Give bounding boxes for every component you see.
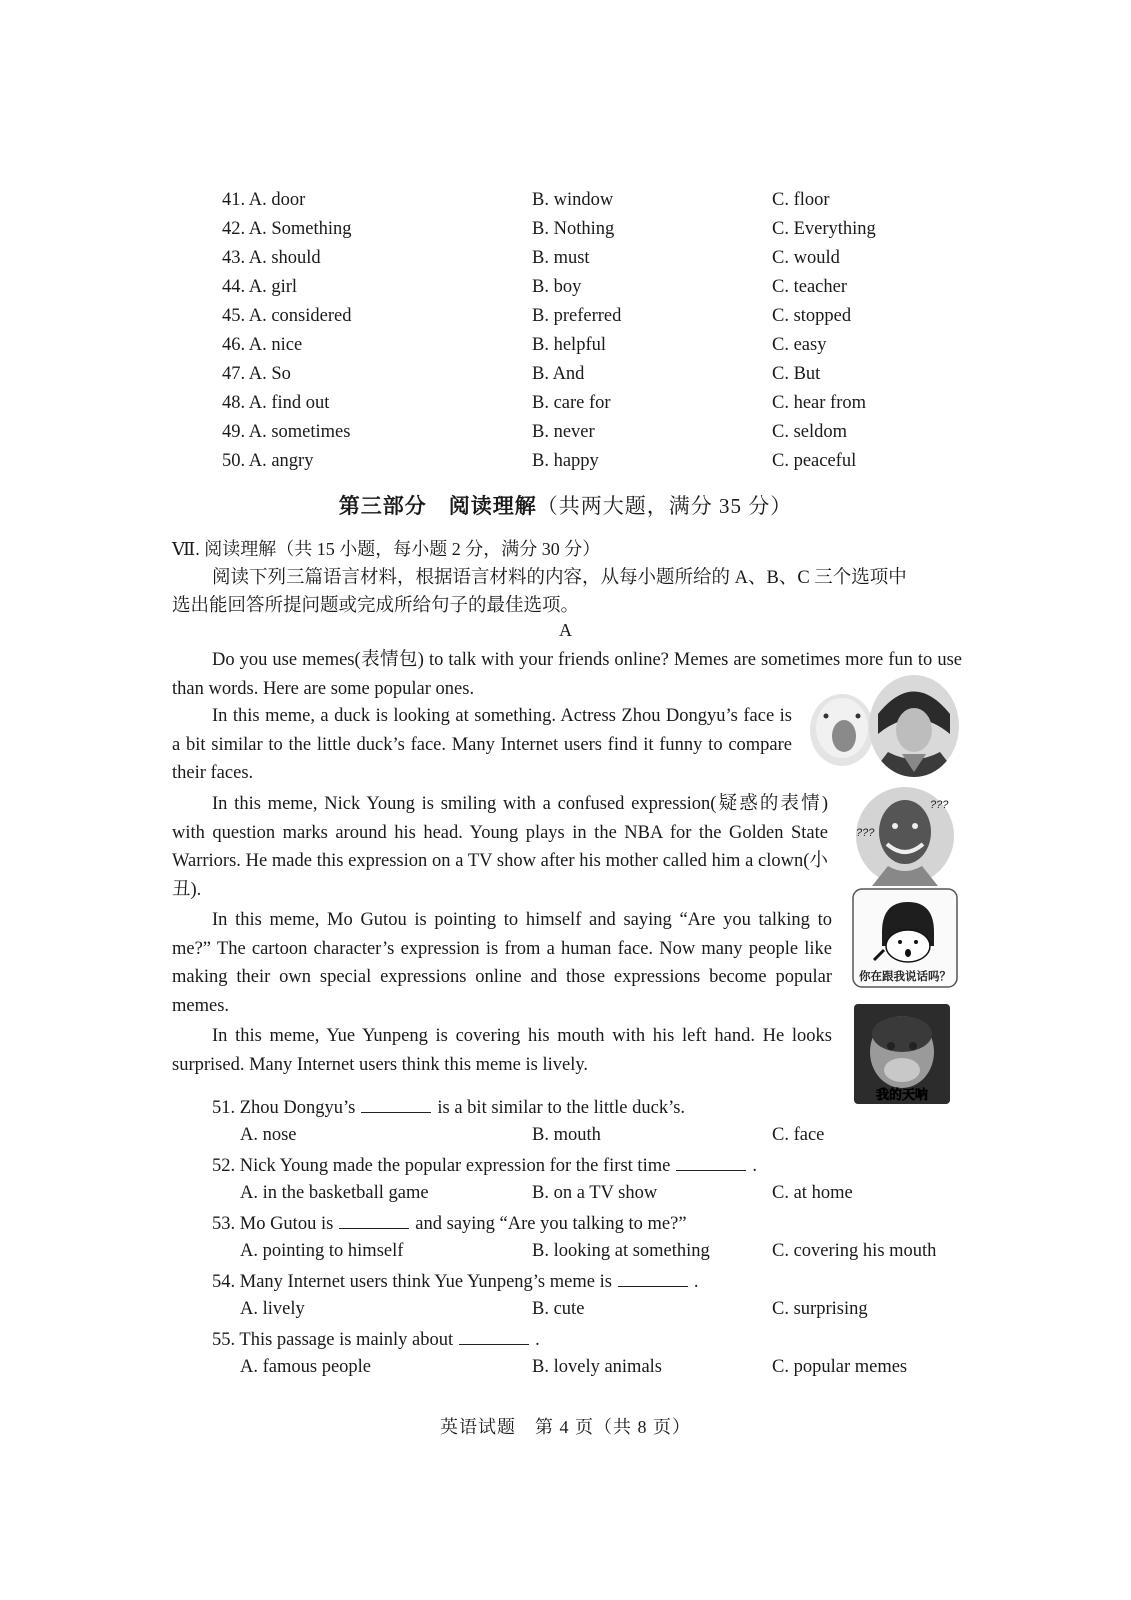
question-stem bbox=[212, 1096, 685, 1119]
question-text-after: . bbox=[693, 1272, 699, 1292]
option-b: B. happy bbox=[532, 451, 599, 471]
choice-a: A. nose bbox=[240, 1125, 297, 1145]
question-text-before: 54. Many Internet users think Yue Yunpeng’s meme is bbox=[212, 1272, 612, 1292]
choice-a: A. famous people bbox=[240, 1357, 372, 1377]
option-row bbox=[0, 451, 1131, 479]
option-a: 47. A. So bbox=[222, 364, 291, 384]
choice-c: C. covering his mouth bbox=[772, 1241, 937, 1261]
question-text-before: 52. Nick Young made the popular expression for the first time bbox=[212, 1156, 671, 1176]
option-a: 45. A. considered bbox=[222, 306, 352, 326]
paragraph-mo-gutou-meme: In this meme, Mo Gutou is pointing to himself and saying “Are you talking to me?” The cartoon character’s expression is from a human face. Now many people like making their own special expressions online and those expressions become popular memes. bbox=[172, 910, 832, 1016]
option-a: 48. A. find out bbox=[222, 393, 330, 413]
answer-blank bbox=[676, 1154, 746, 1171]
choice-c: C. popular memes bbox=[772, 1357, 908, 1377]
option-c: C. would bbox=[772, 248, 840, 268]
duck-meme-image bbox=[808, 688, 876, 768]
option-row bbox=[0, 248, 1131, 276]
option-row bbox=[0, 277, 1131, 305]
option-row bbox=[0, 393, 1131, 421]
question-text-after: and saying “Are you talking to me?” bbox=[415, 1214, 687, 1234]
option-c: C. teacher bbox=[772, 277, 847, 297]
option-row bbox=[0, 422, 1131, 450]
question-marks-label: ??? bbox=[930, 799, 949, 811]
option-c: C. Everything bbox=[772, 219, 876, 239]
question-stem bbox=[212, 1154, 757, 1177]
paragraph-intro: Do you use memes(表情包) to talk with your friends online? Memes are sometimes more fun to use than words. Here are some popular ones. bbox=[172, 650, 962, 699]
option-row bbox=[0, 190, 1131, 218]
option-b: B. helpful bbox=[532, 335, 606, 355]
option-c: C. stopped bbox=[772, 306, 852, 326]
option-b: B. must bbox=[532, 248, 590, 268]
option-c: C. peaceful bbox=[772, 451, 857, 471]
option-a: 49. A. sometimes bbox=[222, 422, 351, 442]
yue-yunpeng-meme-image bbox=[854, 1004, 950, 1104]
option-b: B. Nothing bbox=[532, 219, 615, 239]
choice-b: B. cute bbox=[532, 1299, 585, 1319]
page-footer: 英语试题 第 4 页（共 8 页） bbox=[440, 1417, 691, 1437]
question-text-after: . bbox=[752, 1156, 757, 1176]
question-stem bbox=[212, 1328, 540, 1351]
answer-blank bbox=[618, 1270, 688, 1287]
question-stem bbox=[212, 1270, 699, 1293]
choice-b: B. mouth bbox=[532, 1125, 601, 1145]
choice-b: B. looking at something bbox=[532, 1241, 710, 1261]
instruction-line-1: 阅读下列三篇语言材料，根据语言材料的内容，从每小题所给的 A、B、C 三个选项中 bbox=[212, 568, 907, 588]
option-row bbox=[0, 306, 1131, 334]
mo-gutou-caption: 你在跟我说话吗？ bbox=[859, 969, 951, 983]
nick-young-meme-image bbox=[852, 786, 958, 886]
choice-a: A. pointing to himself bbox=[240, 1241, 404, 1261]
option-row bbox=[0, 335, 1131, 363]
choice-a: A. in the basketball game bbox=[240, 1183, 429, 1203]
mo-gutou-meme-image bbox=[852, 888, 958, 988]
option-a: 50. A. angry bbox=[222, 451, 314, 471]
option-b: B. And bbox=[532, 364, 585, 384]
answer-blank bbox=[459, 1328, 529, 1345]
option-a: 46. A. nice bbox=[222, 335, 303, 355]
part-heading: Ⅶ. 阅读理解（共 15 小题，每小题 2 分，满分 30 分） bbox=[172, 539, 601, 559]
option-a: 44. A. girl bbox=[222, 277, 298, 297]
option-b: B. never bbox=[532, 422, 595, 442]
choice-c: C. surprising bbox=[772, 1299, 868, 1319]
option-b: B. boy bbox=[532, 277, 582, 297]
choice-a: A. lively bbox=[240, 1299, 305, 1319]
option-c: C. hear from bbox=[772, 393, 867, 413]
paragraph-nick-young-meme: In this meme, Nick Young is smiling with a confused expression(疑惑的表情) with question marks around his head. Young plays in the NBA for the Golden State Warriors. He made this expression on a TV show after his mother called him a clown(小丑). bbox=[172, 794, 828, 900]
answer-blank bbox=[339, 1212, 409, 1229]
option-c: C. But bbox=[772, 364, 821, 384]
question-text-after: is a bit similar to the little duck’s. bbox=[437, 1098, 686, 1118]
question-text-before: 55. This passage is mainly about bbox=[212, 1330, 454, 1350]
option-b: B. preferred bbox=[532, 306, 622, 326]
choice-b: B. lovely animals bbox=[532, 1357, 662, 1377]
section-title-note: （共两大题，满分 35 分） bbox=[536, 494, 793, 518]
question-text-before: 51. Zhou Dongyu’s bbox=[212, 1098, 356, 1118]
zhou-dongyu-meme-image bbox=[868, 674, 960, 778]
question-stem bbox=[212, 1212, 687, 1235]
section-title-main: 第三部分 阅读理解 bbox=[338, 494, 537, 518]
option-c: C. easy bbox=[772, 335, 827, 355]
option-b: B. care for bbox=[532, 393, 611, 413]
paragraph-yue-yunpeng-meme: In this meme, Yue Yunpeng is covering his mouth with his left hand. He looks surprised. Many Internet users think this meme is lively. bbox=[172, 1026, 832, 1075]
choice-c: C. face bbox=[772, 1125, 825, 1145]
option-c: C. floor bbox=[772, 190, 830, 210]
option-c: C. seldom bbox=[772, 422, 848, 442]
paragraph-duck-meme: In this meme, a duck is looking at something. Actress Zhou Dongyu’s face is a bit similar to the little duck’s face. Many Internet users find it funny to compare their faces. bbox=[172, 706, 792, 783]
question-marks-label: ??? bbox=[856, 827, 875, 839]
passage-label: A bbox=[559, 620, 572, 640]
option-b: B. window bbox=[532, 190, 614, 210]
section-title bbox=[0, 490, 1131, 520]
instruction-line-2: 选出能回答所提问题或完成所给句子的最佳选项。 bbox=[172, 596, 580, 616]
option-a: 42. A. Something bbox=[222, 219, 352, 239]
choice-b: B. on a TV show bbox=[532, 1183, 658, 1203]
question-text-before: 53. Mo Gutou is bbox=[212, 1214, 334, 1234]
option-a: 43. A. should bbox=[222, 248, 321, 268]
choice-c: C. at home bbox=[772, 1183, 853, 1203]
answer-blank bbox=[361, 1096, 431, 1113]
option-row bbox=[0, 219, 1131, 247]
question-text-after: . bbox=[535, 1330, 540, 1350]
option-row bbox=[0, 364, 1131, 392]
option-a: 41. A. door bbox=[222, 190, 306, 210]
yue-yunpeng-caption: 我的天呐 bbox=[875, 1088, 929, 1103]
